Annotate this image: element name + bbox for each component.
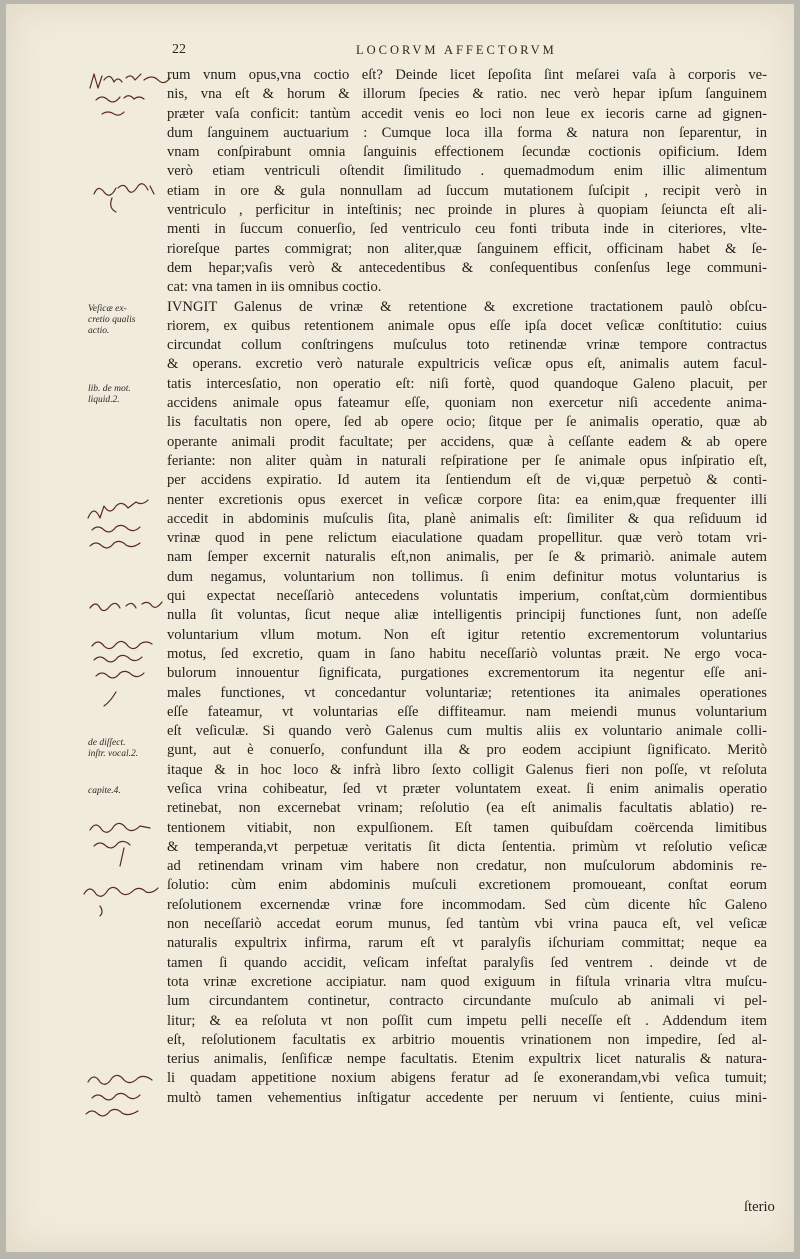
text-line: rioreſque partes commigrat; non aliter,quæ ſanguinem efficit, officinam habet & ſe- (167, 240, 767, 257)
text-line: operante animali prodit facultate; per accidens, quæ à ceſſante eadem & ab opere (167, 433, 767, 450)
gloss-line: liquid.2. (88, 395, 120, 405)
text-line: tentionem vitiabit, non expulſionem. Eſt tamen quibuſdam coërcenda limitibus (167, 819, 767, 836)
text-line: & operans. excretio verò naturale expultricis veſicæ opus eſt, animalis autem facul- (167, 356, 767, 373)
text-line: nam ſemper excernit naturalis eſt,non animalis, per ſe & primariò. animale autem (167, 549, 767, 566)
text-line: motus, ſed excretio, quam in ſano habitu neceſſariò voluntas præit. Ne ergo voca- (167, 645, 767, 662)
text-line: lis facultatis non opere, ſed ab opere ocio; ſitque per ſe animalis operatio, quæ ab (167, 414, 767, 431)
text-line: cat: vna tamen in iis omnibus coctio. (167, 279, 382, 296)
catchword: ſterio (744, 1199, 775, 1215)
gloss-line: lib. de mot. (88, 384, 131, 394)
text-line: nis, vna eſt & horum & illorum ſpecies & ratio. nec verò hepar ipſum ſanguinem (167, 86, 767, 103)
gloss-line: cretio qualis (88, 315, 136, 325)
margin-gloss-vesicae (88, 304, 168, 337)
text-line: voluntarium vllum motum. Non eſt igitur retentio excrementorum voluntarius (167, 626, 767, 643)
gloss-line: actio. (88, 326, 110, 336)
text-line: dum negamus, voluntarium non tollimus. ſi enim definitur motus voluntarius is (167, 568, 767, 585)
text-line: vrinæ quod in pene relictum eiaculatione quadam propellitur. quæ verò totam vri- (167, 530, 767, 547)
text-line: menti in ſuccum conuerſio, ſed ventriculo ceu fonti tributa inde in citeriores, vlte- (167, 221, 767, 238)
gloss-line: de diſſect. (88, 738, 126, 748)
text-line: IVNGIT Galenus de vrinæ & retentione & excretione tractationem paulò obſcu- (167, 298, 767, 315)
margin-gloss-de-dissect (88, 738, 168, 760)
text-line: tota vrinæ excretione accipiatur. nam quod exiguum in fiſtula vrinaria vltra muſcu- (167, 973, 767, 990)
margin-gloss-capite (88, 786, 168, 797)
text-line: males functiones, vt concedantur voluntariæ; retentiones ita animales operationes (167, 684, 767, 701)
text-line: riorem, ex quibus retentionem animale opus eſſe ipſa docet veſicæ conſtitutio: cuius (167, 317, 767, 334)
text-line: qui expectat neceſſariò antecedens voluntatis imperium, conſtat,cùm dormientibus (167, 588, 767, 605)
text-line: nulla ſit voluntas, ſicut neque aliæ intelligentis principij functiones ſunt, non adeſſe (167, 607, 767, 624)
text-line: eſſe fateamur, vt voluntarias eſſe diffiteamur. nam meiendi munus voluntarium (167, 703, 767, 720)
margin-gloss-lib-de-mot (88, 384, 168, 406)
body-text (167, 66, 767, 1108)
text-line: gunt, aut è conuerſo, confundunt illa & pro eodem accipiunt ſignificato. Meritò (167, 742, 767, 759)
text-line: rum vnum opus,vna coctio eſt? Deinde licet ſepoſita ſint meſarei vaſa à corporis ve- (167, 67, 767, 83)
text-line: naturalis expultrix infirma, rarum eſt vt paralyſis iſchuriam committat; neque ea (167, 935, 767, 952)
text-line: ventriculo , perficitur in inteſtinis; nec proinde in plures à quopiam ſeiuncta eſt ali- (167, 202, 767, 219)
text-line: litur; & ea reſoluta vt non poſſit cum impetu pelli neceſſe eſt . Addendum item (167, 1012, 767, 1029)
text-line: ſolutio: cùm enim abdominis muſculi excretionem promoueant, conſtat eorum (167, 877, 767, 894)
text-line: etiam in ore & gula nonnullam ad ſuccum mutationem ſuſcipit , recipit verò in (167, 182, 767, 199)
manuscript-annotation (86, 70, 176, 130)
text-line: tatis intercesſatio, non operatio eſt: niſi fortè, quod quandoque Galeno placuit, per (167, 375, 767, 392)
gloss-line: Veſicæ ex- (88, 304, 127, 314)
text-line: itaque & in hoc loco & infrà libro ſexto colligit Galenus fieri non poſſe, vt reſoluta (167, 761, 767, 778)
text-line: tamen ſi quando accidit, veſicam infeſtat paralyſis ſed ventrem . deinde vt de (167, 954, 767, 971)
text-line: feriante: non aliter quàm in naturali reſpiratione per ſe animale opus inſpiratio eſt, (167, 452, 767, 469)
manuscript-annotation (80, 880, 176, 920)
text-line: præter vaſa conficit: tantùm accedit venis eo loci non leue ex iecoris carne ad gignen- (167, 105, 767, 122)
manuscript-annotation (82, 1068, 174, 1132)
text-line: reſolutionem excernendæ vrinæ fore incommodam. Sed cùm dicente hîc Galeno (167, 896, 767, 913)
text-line: verò etiam ventriculi oſtendit ſimilitudo . quemadmodum enim illic alimentum (167, 163, 767, 180)
text-line: terius animalis, ſenſificæ nempe facultatis. Etenim expultrix licet naturalis & natura- (167, 1051, 767, 1068)
manuscript-annotation (84, 816, 174, 870)
text-line: & temperanda,vt perpetuæ veritatis ſit dicta ſententia. primùm vt reſolutio veſicæ (167, 838, 767, 855)
text-line: li quadam appetitione noxium abigens feratur ad ſe exonerandam,vbi veſica tumuit; (167, 1070, 767, 1087)
text-line: bulorum innouentur ſignificata, purgationes excrementorum ita negentur eſſe ani- (167, 665, 767, 682)
text-line: nenter excretionis opus exercet in veſicæ corpore ſita: ea enim,quæ frequenter illi (167, 491, 767, 508)
text-line: per accidens expiratio. Id autem ita ſentiendum eſt de vi,quæ perpetuò & conti- (167, 472, 767, 489)
text-line: retinebat, non excernebat vrinam; reſolutio (ea eſt animalis facultatis ablatio) re- (167, 800, 767, 817)
text-line: veſica vrina cohibeatur, ſed vt præter voluntatem exeat. ſi enim animalis operatio (167, 780, 767, 797)
text-line: dem hepar;vaſis verò & antecedentibus & conſequentibus conſenſus lege communi- (167, 259, 767, 276)
running-title: LOCORVM AFFECTORVM (356, 43, 557, 57)
text-line: accedit in abdominis muſculis ſita, planè animalis eſt: ſimiliter & qua reſiduum id (167, 510, 767, 527)
text-line: eſt veſiculæ. Si quando verò Galenus cum multis aliis ex voluntario animale colli- (167, 723, 767, 740)
page-header (166, 42, 766, 60)
text-line: accidens animale opus fateamur eſſe, quoniam non exercetur niſi accedente anima- (167, 395, 767, 412)
manuscript-annotation (82, 500, 172, 562)
text-line: dum ſanguinem auctuarium : Cumque loca illa forma & natura non ſeparentur, in (167, 124, 767, 141)
text-line: circundat collum conſtringens muſculus toto retinendæ vrinæ tempore contractus (167, 337, 767, 354)
text-line: vnam conſpirabunt omnia ſanguinis effectionem ſecundæ coctionis opificium. Idem (167, 144, 767, 161)
text-line: eſt, reſolutionem facultatis ex arbitrio mouentis vrinationem non impedire, ſed al- (167, 1031, 767, 1048)
gloss-line: inſtr. vocal.2. (88, 749, 139, 759)
page-number: 22 (172, 42, 186, 57)
text-line: non neceſſariò accedat eorum munus, ſed tantùm vbi vrina pauca eſt, vel veſicæ (167, 916, 767, 933)
text-line: lum circundantem continetur, contracto circundante muſculo ab animali vi pel- (167, 993, 767, 1010)
manuscript-annotation (86, 592, 170, 622)
text-line: ad retinendam vrinam vim habere non credatur, non muſculorum abdominis re- (167, 858, 767, 875)
text-line: multò tamen vehementius inſtigatur accedente per neruum vi ſentiente, cuius mini- (167, 1089, 767, 1106)
manuscript-annotation (90, 176, 170, 216)
gloss-line: capite.4. (88, 786, 121, 796)
manuscript-annotation (86, 634, 176, 704)
book-page (6, 4, 794, 1252)
